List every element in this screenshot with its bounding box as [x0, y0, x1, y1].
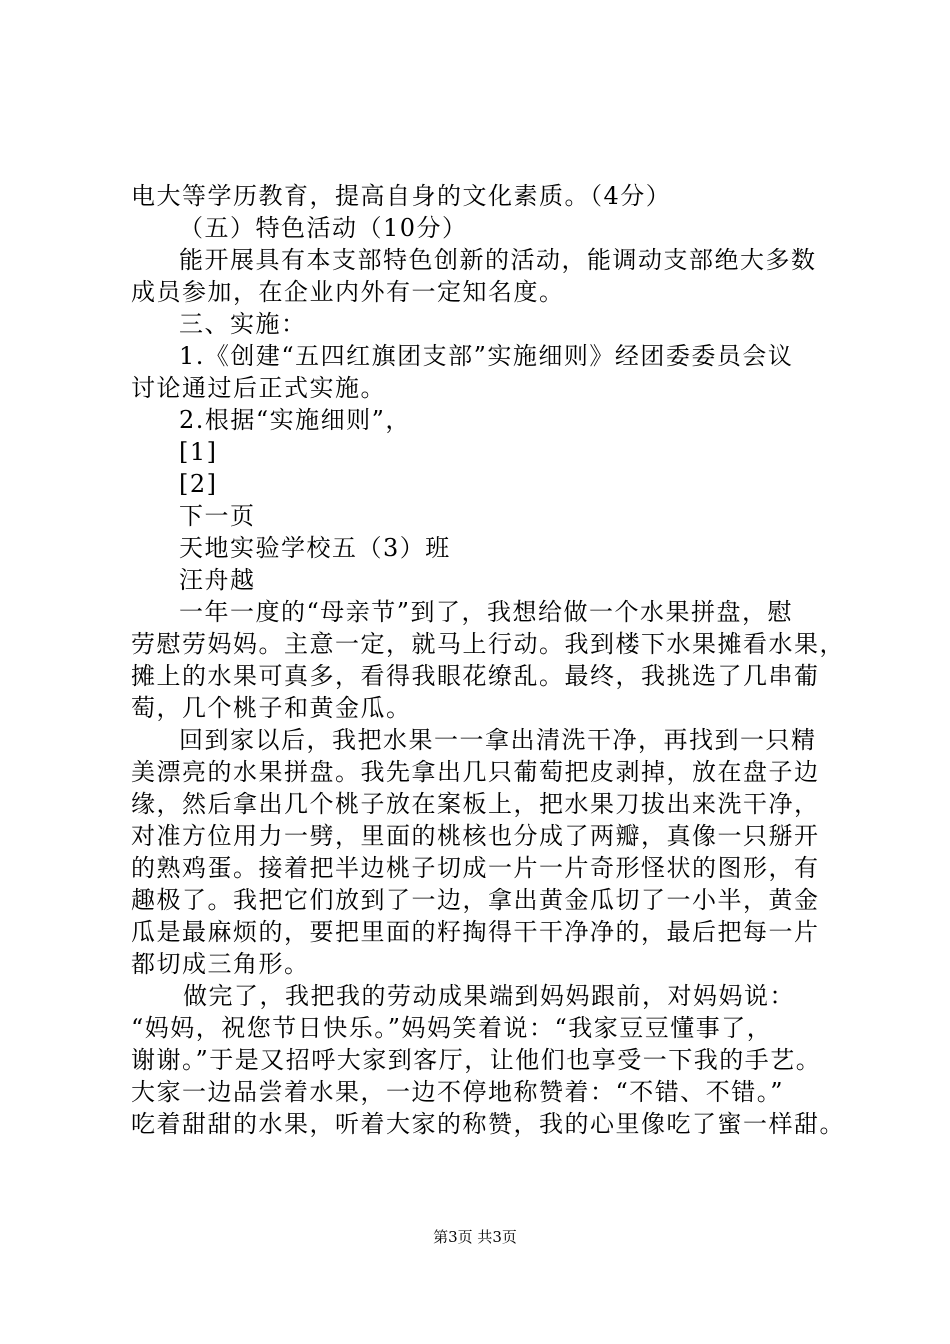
text-line: “妈妈，祝您节日快乐。”妈妈笑着说：“我家豆豆懂事了， [131, 1014, 773, 1042]
section-heading: （五）特色活动（10分） [179, 214, 468, 242]
text-line: 谢谢。”于是又招呼大家到客厅，让他们也享受一下我的手艺。 [131, 1046, 822, 1074]
text-line: 的熟鸡蛋。接着把半边桃子切成一片一片奇形怪状的图形，有 [131, 854, 820, 882]
text-line: 对准方位用力一劈，里面的桃核也分成了两瓣，真像一只掰开 [131, 822, 820, 850]
text-line: 趣极了。我把它们放到了一边，拿出黄金瓜切了一小半，黄金 [131, 886, 820, 914]
text-line: 大家一边品尝着水果，一边不停地称赞着：“不错、不错。” [131, 1078, 785, 1106]
text-line: 回到家以后，我把水果一一拿出清洗干净，再找到一只精 [179, 726, 817, 754]
text-line: 吃着甜甜的水果，听着大家的称赞，我的心里像吃了蜜一样甜。 [131, 1110, 845, 1138]
text-line: 1.《创建“五四红旗团支部”实施细则》经团委委员会议 [179, 342, 794, 370]
text-line: 萄，几个桃子和黄金瓜。 [131, 694, 412, 722]
text-line: 能开展具有本支部特色创新的活动，能调动支部绝大多数 [179, 246, 817, 274]
text-line: 劳慰劳妈妈。主意一定，就马上行动。我到楼下水果摊看水果， [131, 630, 845, 658]
page-link-2[interactable]: [2] [179, 470, 218, 498]
text-line: 瓜是最麻烦的，要把里面的籽掏得干干净净的，最后把每一片 [131, 918, 820, 946]
text-line: 缘，然后拿出几个桃子放在案板上，把水果刀拔出来洗干净， [131, 790, 820, 818]
text-line: 成员参加，在企业内外有一定知名度。 [131, 278, 565, 306]
text-line: 讨论通过后正式实施。 [131, 374, 386, 402]
essay-school-class: 天地实验学校五（3）班 [179, 534, 451, 562]
text-line: 一年一度的“母亲节”到了，我想给做一个水果拼盘，慰 [179, 598, 794, 626]
text-line: 美漂亮的水果拼盘。我先拿出几只葡萄把皮剥掉，放在盘子边 [131, 758, 820, 786]
text-line: 电大等学历教育，提高自身的文化素质。（4分） [131, 182, 672, 210]
next-page-link[interactable]: 下一页 [179, 502, 256, 530]
text-line: 做完了，我把我的劳动成果端到妈妈跟前，对妈妈说： [183, 982, 795, 1010]
essay-author: 汪舟越 [179, 566, 256, 594]
document-body [131, 180, 846, 1140]
text-line: 2.根据“实施细则”， [179, 406, 411, 434]
section-heading: 三、实施： [179, 310, 307, 338]
text-line: 都切成三角形。 [131, 950, 310, 978]
text-line: 摊上的水果可真多，看得我眼花缭乱。最终，我挑选了几串葡 [131, 662, 820, 690]
page-link-1[interactable]: [1] [179, 438, 218, 466]
page-number-footer: 第3页 共3页 [433, 1228, 517, 1246]
